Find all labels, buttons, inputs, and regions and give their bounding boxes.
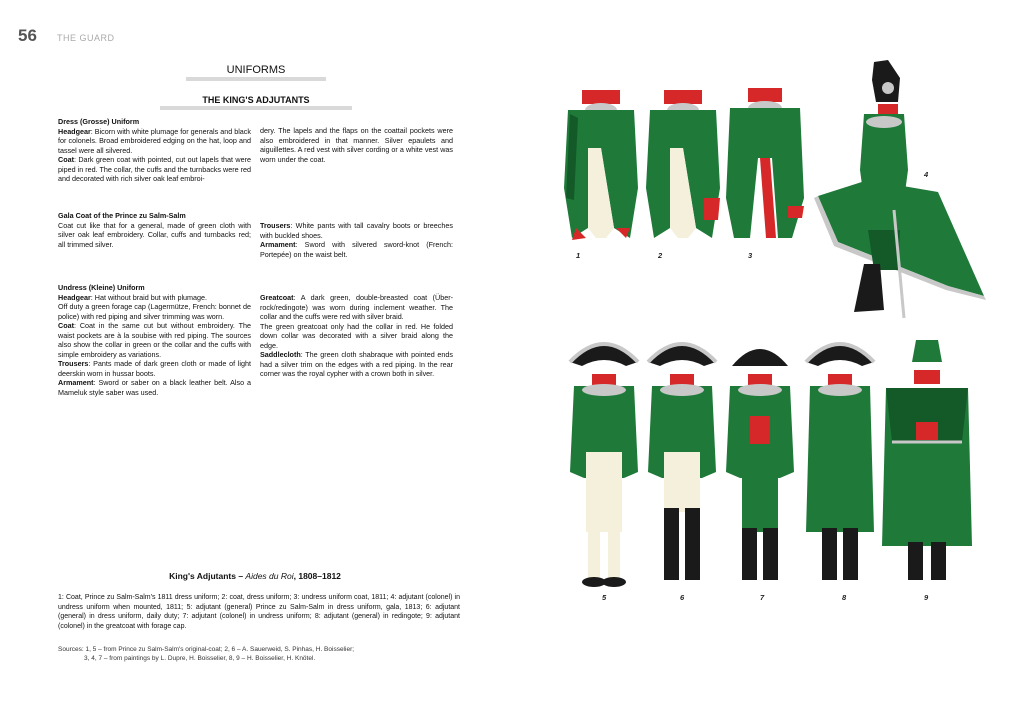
caption-body: 1: Coat, Prince zu Salm-Salm's 1811 dress uniform; 2: coat, dress uniform; 3: undress uniform coat, 1811; 4: adjutant (colonel) in undress uniform when mounted, 1811; 5: adjutant (general) Prince zu Salm-Salm in dress uniform, gala, 1813; 6: adjutant (general) in dress uniform, daily duty; 7: adjutant (colonel) in undress uniform; 8: adjutant (general) in redingote; 9: adjutant (colonel) in the greatcoat with forage cap. bbox=[58, 594, 460, 630]
undress-saddlecloth: Saddlecloth: The green cloth shabraque with pointed ends had a silver trim on the edges with a red piping. In the rear corner was the royal cypher with a crown both in silver. bbox=[260, 350, 453, 378]
figure-label: 5 bbox=[602, 593, 607, 602]
figure-1-coat bbox=[556, 88, 646, 248]
undress-trousers: Trousers: Pants made of dark green cloth or made of light deerskin worn in hussar boots. bbox=[58, 359, 251, 378]
figure-label: 9 bbox=[924, 593, 929, 602]
figure-9-colonel-greatcoat bbox=[882, 332, 972, 590]
undress-headgear: Headgear: Hat without braid but with plumage. bbox=[58, 292, 208, 302]
undress-column-left bbox=[58, 283, 251, 397]
figure-3-undress-coat bbox=[720, 88, 810, 248]
adjutants-heading-text: THE KING'S ADJUTANTS bbox=[202, 95, 310, 105]
sources-line-2: 3, 4, 7 – from paintings by L. Dupre, H. Boisselier, 8, 9 – H. Boisselier, H. Knötel. bbox=[84, 655, 316, 662]
figure-label: 7 bbox=[760, 593, 765, 602]
figure-label: 4 bbox=[924, 170, 929, 179]
gala-column-right bbox=[260, 221, 453, 259]
dress-title: Dress (Grosse) Uniform bbox=[58, 117, 140, 126]
dress-headgear: Headgear: Bicorn with white plumage for generals and black for colonels. Broad embroidered edging on the hat, loop and tassel were all silvered. bbox=[58, 126, 251, 155]
page-number: 56 bbox=[18, 26, 37, 45]
dress-column-right bbox=[260, 126, 453, 164]
figure-label: 8 bbox=[842, 593, 847, 602]
figure-5-general-dress-gala bbox=[564, 332, 644, 590]
gala-column-left bbox=[58, 211, 251, 249]
undress-coat: Coat: Coat in the same cut but without embroidery. The waist pockets are à la soubise with red piping. The sources also show the collar in green or the collar and the cuffs with simple embroidery as variations. bbox=[58, 321, 251, 359]
undress-greatcoat-2: The green greatcoat only had the collar in red. He folded down collar was decorated with a silver braid along the edge. bbox=[260, 321, 453, 350]
section-heading-uniforms bbox=[186, 64, 326, 81]
figure-4-mounted-adjutant bbox=[808, 60, 988, 320]
right-page-illustrations bbox=[512, 0, 1024, 724]
uniforms-heading-text: UNIFORMS bbox=[226, 64, 286, 76]
dress-column-left bbox=[58, 117, 251, 184]
sources bbox=[58, 645, 460, 663]
gala-title: Gala Coat of the Prince zu Salm-Salm bbox=[58, 211, 186, 220]
undress-armament: Armament: Sword or saber on a black leather belt. Also a Mameluk style saber was used. bbox=[58, 378, 251, 397]
undress-column-right bbox=[260, 293, 453, 379]
figure-2-coat bbox=[638, 88, 728, 248]
figure-6-general-daily-duty bbox=[642, 332, 722, 590]
gala-trousers: Trousers: White pants with tall cavalry boots or breeches with buckled shoes. bbox=[260, 221, 453, 240]
undress-offduty: Off duty a green forage cap (Lagermütze, French: bonnet de police) with red piping and silver trimming was worn. bbox=[58, 302, 251, 321]
figure-label: 1 bbox=[576, 251, 581, 260]
heading-underline bbox=[160, 106, 352, 110]
sources-line-1: Sources: 1, 5 – from Prince zu Salm-Salm's original-coat; 2, 6 – A. Sauerweid, S. Pinhas, H. Boisselier; bbox=[58, 646, 355, 653]
figure-label: 6 bbox=[680, 593, 685, 602]
figure-label: 2 bbox=[658, 251, 663, 260]
section-heading-adjutants bbox=[160, 95, 352, 110]
figure-label: 3 bbox=[748, 251, 753, 260]
dress-coat: Coat: Dark green coat with pointed, cut out lapels that were piped in red. The collar, the cuffs and the turnbacks were red and decorated with rich silver oak leaf embroi- bbox=[58, 155, 251, 183]
heading-underline bbox=[186, 77, 326, 81]
undress-greatcoat: Greatcoat: A dark green, double-breasted coat (Über-rock/redingote) was worn during inclement weather. The collar and the cuffs were red with silver braid. bbox=[260, 293, 453, 321]
gala-armament: Armament: Sword with silvered sword-knot (French: Portepée) on the waist belt. bbox=[260, 240, 453, 259]
dress-coat-continued: dery. The lapels and the flaps on the coattail pockets were also embroidered in that manner. Silver epaulets and aiguillettes. A red vest with silver cording or a white vest was worn under the coat. bbox=[260, 126, 453, 164]
figure-7-colonel-undress bbox=[720, 332, 800, 590]
gala-text: Coat cut like that for a general, made of green cloth with silver oak leaf embroidery. Collar, cuffs and turnbacks red; all trimmed silver. bbox=[58, 220, 251, 249]
figure-8-general-redingote bbox=[800, 332, 880, 590]
running-head: THE GUARD bbox=[57, 33, 115, 43]
undress-title: Undress (Kleine) Uniform bbox=[58, 283, 145, 292]
caption-title: King's Adjutants – Aides du Roi, 1808–1812 bbox=[169, 571, 341, 581]
